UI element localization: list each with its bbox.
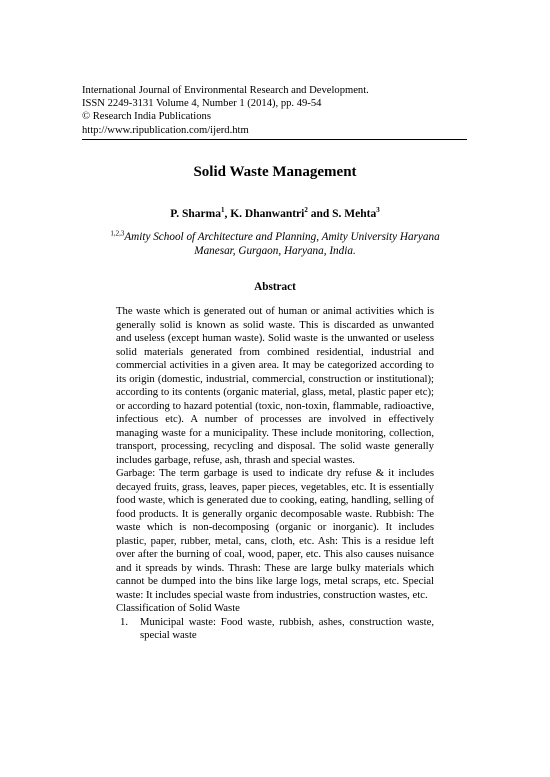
list-item-text: Municipal waste: Food waste, rubbish, ashes, construction waste, special waste (140, 615, 434, 641)
author-2-mark: 2 (304, 206, 308, 215)
paper-title: Solid Waste Management (193, 164, 357, 180)
classification-list (116, 616, 434, 643)
affiliation-line-2: Manesar, Gurgaon, Haryana, India. (194, 245, 356, 257)
author-3: S. Mehta (332, 208, 377, 220)
abstract-heading: Abstract (254, 281, 296, 293)
journal-header (82, 84, 467, 140)
author-2: K. Dhanwantri (230, 208, 305, 220)
affiliation (0, 230, 550, 258)
author-1: P. Sharma (170, 208, 221, 220)
paragraph-intro: The waste which is generated out of human or animal activities which is generally solid is known as solid waste. This is discarded as unwanted and useless (except human waste). Solid waste is the unwanted or useless solid materials generated from combined residential, industrial and commercial activities in a given area. It may be categorized according to its origin (domestic, industrial, commercial, construction or institutional); according to its contents (organic material, glass, metal, plastic paper etc); or according to hazard potential (toxic, non-toxin, flammable, radioactive, infectious etc). A number of processes are involved in effectively managing waste for a municipality. These include monitoring, collection, transport, processing, recycling and disposal. The solid waste generally includes garbage, refuse, ash, thrash and special wastes. (116, 305, 434, 466)
author-1-mark: 1 (220, 206, 225, 215)
journal-url: http://www.ripublication.com/ijerd.htm (82, 124, 249, 136)
author-line (0, 208, 550, 220)
affiliation-mark: 1,2,3 (110, 229, 125, 238)
author-3-mark: 3 (376, 206, 380, 215)
abstract-body (116, 305, 434, 643)
author-separator: and (307, 208, 333, 220)
publisher-line: © Research India Publications (82, 111, 211, 123)
classification-heading: Classification of Solid Waste (116, 602, 240, 614)
affiliation-line-1: Amity School of Architecture and Planning, Amity University Haryana (124, 231, 440, 243)
list-item (116, 616, 434, 643)
issn-line: ISSN 2249-3131 Volume 4, Number 1 (2014), pp. 49-54 (82, 98, 322, 110)
list-item-number: 1. (120, 615, 129, 628)
journal-name: International Journal of Environmental Research and Development. (82, 85, 369, 96)
author-separator: , (224, 208, 231, 220)
paragraph-types: Garbage: The term garbage is used to indicate dry refuse & it includes decayed fruits, grass, leaves, paper pieces, vegetables, etc. It is essentially food waste, which is generated due to cooking, eating, handling, selling of food products. It is generally organic decomposable waste. Rubbish: The waste which is non-decomposing (organic or inorganic). It includes plastic, paper, rubber, metal, cans, cloth, etc. Ash: This is a residue left over after the burning of coal, wood, paper, etc. This also causes nuisance and it spreads by winds. Thrash: These are large bulky materials which cannot be dumped into the bins like large logs, metal scraps, etc. Special waste: It includes special waste from industries, construction wastes, etc. (116, 467, 434, 601)
